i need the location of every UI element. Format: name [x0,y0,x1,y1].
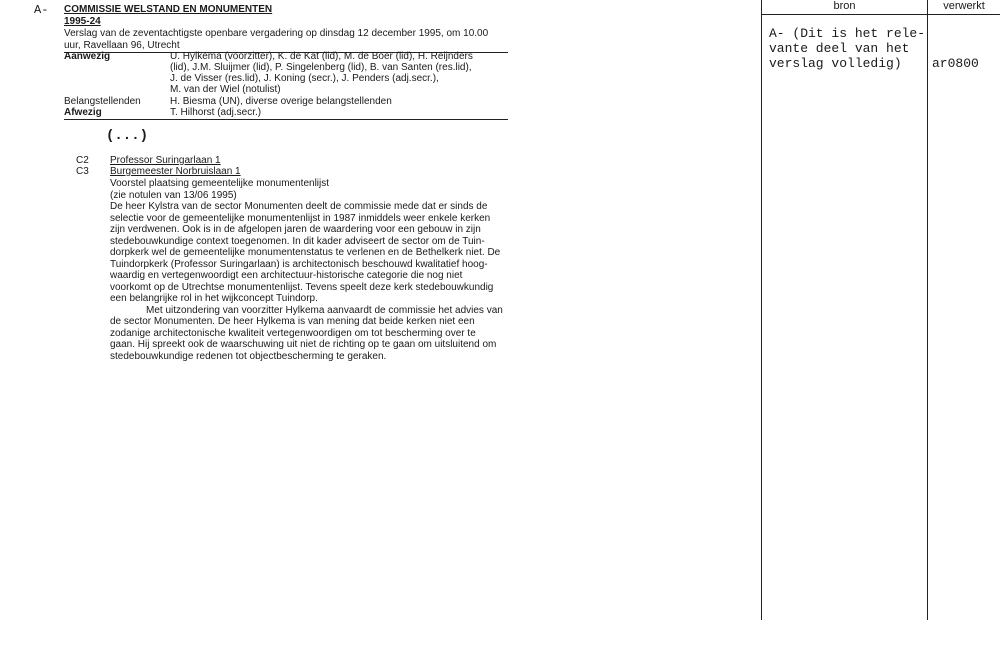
document-title: COMMISSIE WELSTAND EN MONUMENTEN [64,4,273,15]
document-marker: A- [34,3,49,17]
verwerkt-code: ar0800 [932,56,979,71]
present-label: Aanwezig [64,51,111,62]
p2-line-2: de sector Monumenten. De heer Hylkema is van mening dat beide kerken niet een [110,316,475,327]
p2-line-3: zodanige architectonische kwaliteit vertegenwoordigen om tot bescherming over te [110,327,476,339]
p2-line-1: Met uitzondering van voorzitter Hylkema aanvaardt de commissie het advies van [146,304,503,316]
item-code-c2: C2 [76,155,89,166]
p1-line-8: voorkomt op de Utrechtse monumentenlijst. Tevens speelt deze kerk stedebouwkundig [110,281,494,293]
sidebar-left-border [761,0,762,620]
interested-value: H. Biesma (UN), diverse overige belangstellenden [170,96,392,107]
bron-note-line-3: verslag volledig) [769,56,902,71]
bron-note-line-2: vante deel van het [769,41,910,56]
column-header-verwerkt: verwerkt [943,0,985,12]
attendance-bottom-rule [64,119,508,120]
meeting-code: 1995-24 [64,16,101,27]
present-line-4: M. van der Wiel (notulist) [170,84,281,95]
p2-line-5: stedebouwkundige redenen tot objectbescherming te geraken. [110,350,387,362]
meeting-description-line2: uur, Ravellaan 96, Utrecht [64,40,180,51]
item-code-c3: C3 [76,166,89,177]
p1-line-2: selectie voor de gemeentelijke monumentenlijst in 1987 inmiddels weer enkele kerken [110,212,491,224]
sidebar-column-divider [927,0,928,620]
p1-line-7: waardig en vertegenwoordigt een architectuur-historische categorie die nog niet [110,270,463,281]
item-title-c3: Burgemeester Norbruislaan 1 [110,166,241,177]
p1-line-5: dorpkerk wel de gemeentelijke monumentenstatus te verlenen en de Bethelkerk niet. De [110,247,501,258]
reference-line: (zie notulen van 13/06 1995) [110,189,237,201]
p1-line-6: Tuindorpkerk (Professor Suringarlaan) is architectonisch beschouwd kwalitatief hoog- [110,258,488,270]
present-line-2: (lid), J.M. Sluijmer (lid), P. Singelenberg (lid), B. van Santen (res.lid), [170,62,472,73]
meeting-description-line1: Verslag van de zeventachtigste openbare vergadering op dinsdag 12 december 1995, om 10.00 [64,28,489,39]
present-line-1: U. Hylkema (voorzitter), K. de Kat (lid), M. de Boer (lid), H. Reijnders [170,51,473,62]
p1-line-4: stedebouwkundige context toegenomen. In dit kader adviseert de sector om de Tuin- [110,235,485,247]
p2-line-4: gaan. Hij spreekt ook de waarschuwing uit niet de richting op te gaan om uitsluitend om [110,339,497,350]
absent-label: Afwezig [64,107,102,118]
minutes-body [110,178,520,362]
subject-line: Voorstel plaatsing gemeentelijke monumentenlijst [110,178,330,189]
present-line-3: J. de Visser (res.lid), J. Koning (secr.), J. Penders (adj.secr.), [170,73,439,84]
column-header-bron: bron [833,0,856,12]
p1-line-3: zijn verdwenen. Ook is in de afgelopen jaren de waardering voor een gebouw in zijn [110,224,481,235]
interested-label: Belangstellenden [64,96,141,107]
item-title-c2: Professor Suringarlaan 1 [110,155,221,166]
absent-value: T. Hilhorst (adj.secr.) [170,107,262,118]
ellipsis-marker: (...) [106,128,149,144]
p1-line-1: De heer Kylstra van de sector Monumenten deelt de commissie mede dat er sinds de [110,201,488,212]
p1-line-9: een belangrijke rol in het wijkconcept Tuindorp. [110,293,318,304]
sidebar-header-rule [761,14,1000,15]
bron-note-line-1: A- (Dit is het rele- [769,26,926,41]
